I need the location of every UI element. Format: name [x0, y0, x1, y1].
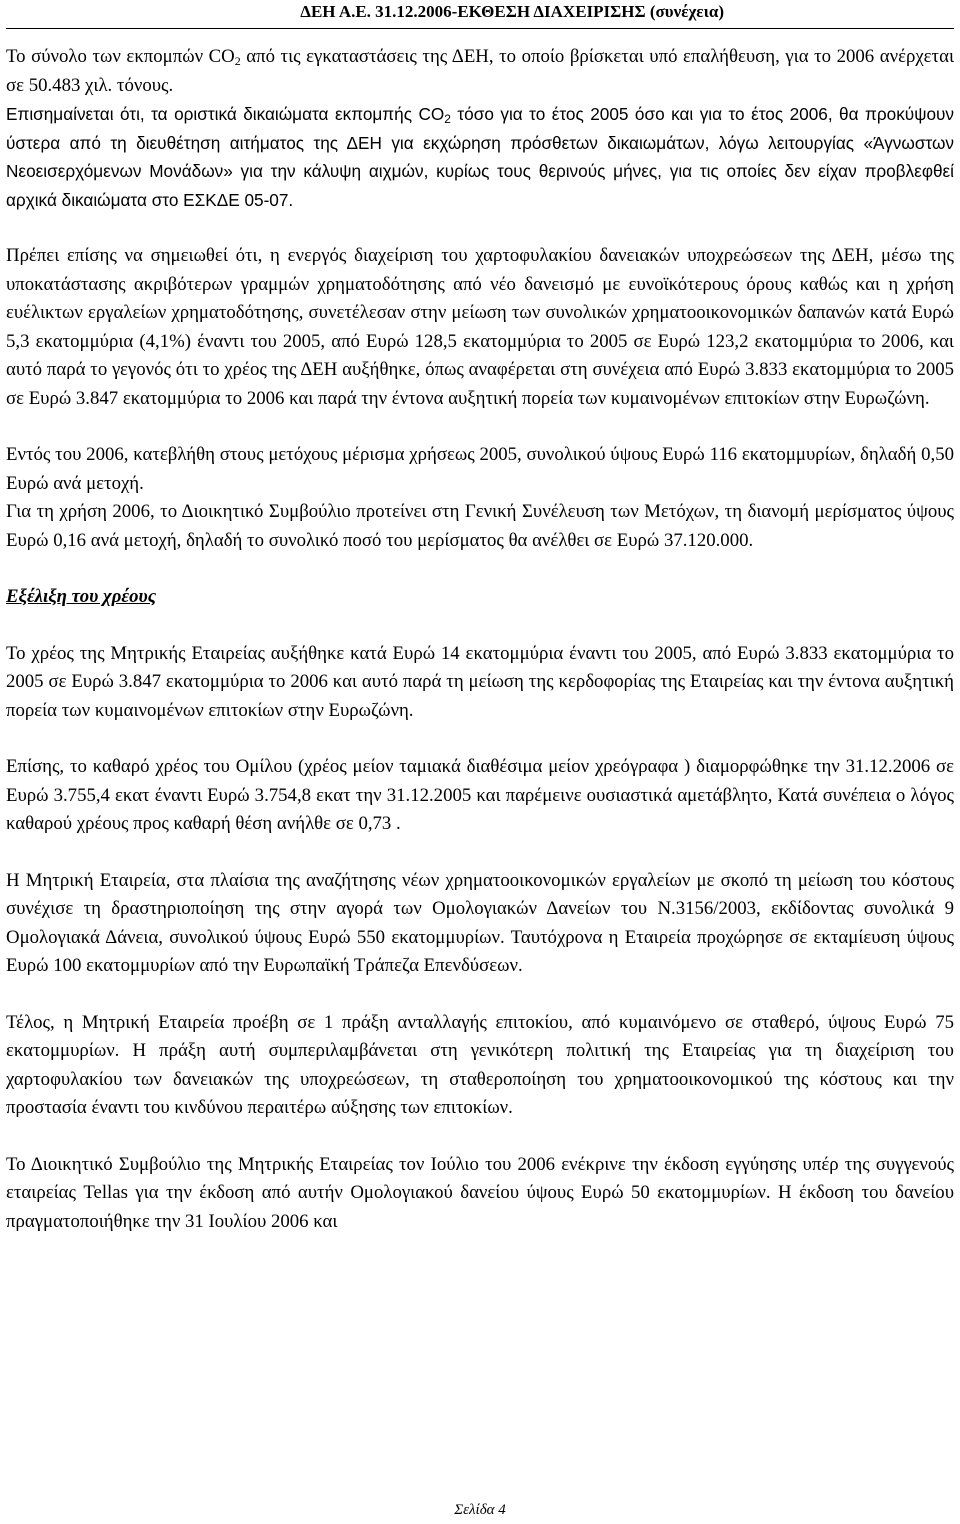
paragraph-emission-rights: Επισημαίνεται ότι, τα οριστικά δικαιώματα εκπομπής $CO_2$ τόσο για το έτος 2005 όσο και για το έτος 2006, θα προκύψουν ύστερα από τη διευθέτηση αιτήματος της ΔΕΗ για εκχώρηση πρόσθετων δικαιωμάτων, λόγω λειτουργίας «Άγνωστων Νεοεισερχόμενων Μονάδων» για την κάλυψη αιχμών, κυρίως τους θερινούς μήνες, για τις οποίες δεν είχαν προβλεφθεί αρχικά δικαιώματα στο ΕΣΚΔΕ 05-07. [6, 104, 954, 210]
paragraph-emissions-total: Το σύνολο των εκπομπών $CO_2$ από τις εγκαταστάσεις της ΔΕΗ, το οποίο βρίσκεται υπό επαλήθευση, για το 2006 ανέρχεται σε 50.483 χιλ. τόνους. [6, 46, 954, 96]
paragraph-dividend-2006: Για τη χρήση 2006, το Διοικητικό Συμβούλιο προτείνει στη Γενική Συνέλευση των Μετόχων, τη διανομή μερίσματος ύψους Ευρώ 0,16 ανά μετοχή, δηλαδή το συνολικό ποσό του μερίσματος θα ανέλθει σε Ευρώ 37.120.000. [6, 501, 954, 551]
paragraph-tellas-guarantee: Το Διοικητικό Συμβούλιο της Μητρικής Εταιρείας τον Ιούλιο του 2006 ενέκρινε την έκδοση εγγύησης υπέρ της συγγενούς εταιρείας Tellas για την έκδοση από αυτήν Ομολογιακού δανείου ύψους Ευρώ 50 εκατομμυρίων. Η έκδοση του δανείου πραγματοποιήθηκε την 31 Ιουλίου 2006 και [6, 1153, 954, 1232]
section-heading-debt: Εξέλιξη του χρέους [6, 586, 157, 607]
paragraph-debt-management: Πρέπει επίσης να σημειωθεί ότι, η ενεργός διαχείριση του χαρτοφυλακίου δανειακών υποχρεώσεων της ΔΕΗ, μέσω της υποκατάστασης ακριβότερων γραμμών χρηματοδότησης από νέο δανεισμό με ευνοϊκότερους όρους καθώς και η χρήση ευέλικτων εργαλείων χρηματοδότησης, συνετέλεσαν στην μείωση των συνολικών χρηματοοικονομικών δαπανών κατά Ευρώ 5,3 εκατομμύρια (4,1%) έναντι του 2005, από Ευρώ 128,5 εκατομμύρια το 2005 σε Ευρώ 123,2 εκατομμύρια το 2006, και αυτό παρά το γεγονός ότι το χρέος της ΔΕΗ αυξήθηκε, όπως αναφέρεται στη συνέχεια από Ευρώ 3.833 εκατομμύρια το 2005 σε Ευρώ 3.847 εκατομμύρια το 2006 και παρά την έντονα αυξητική πορεία των κυμαινομένων επιτοκίων στην Ευρωζώνη. [6, 245, 954, 409]
paragraph-bond-loans: Η Μητρική Εταιρεία, στα πλαίσια της αναζήτησης νέων χρηματοοικονομικών εργαλείων με σκοπό τη μείωση του κόστους συνέχισε τη δραστηριοποίηση της στην αγορά των Ομολογιακών Δανείων του Ν.3156/2003, εκδίδοντας συνολικά 9 Ομολογιακά Δάνεια, συνολικού ύψους Ευρώ 550 εκατομμυρίων. Ταυτόχρονα η Εταιρεία προχώρησε σε εκταμίευση ύψους Ευρώ 100 εκατομμυρίων από την Ευρωπαϊκή Τράπεζα Επενδύσεων. [6, 869, 954, 976]
document-body [6, 43, 954, 1236]
page-header [6, 0, 954, 29]
paragraph-dividend-2005: Εντός του 2006, κατεβλήθη στους μετόχους μέρισμα χρήσεως 2005, συνολικού ύψους Ευρώ 116 εκατομμυρίων, δηλαδή 0,50 Ευρώ ανά μετοχή. [6, 444, 954, 494]
paragraph-net-debt: Επίσης, το καθαρό χρέος του Ομίλου (χρέος μείον ταμιακά διαθέσιμα μείον χρεόγραφα ) διαμορφώθηκε την 31.12.2006 σε Ευρώ 3.755,4 εκατ έναντι Ευρώ 3.754,8 εκατ την 31.12.2005 και παρέμεινε ουσιαστικά αμετάβλητο, Κατά συνέπεια ο λόγος καθαρού χρέους προς καθαρή θέση ανήλθε σε 0,73 . [6, 756, 954, 834]
paragraph-parent-debt: Το χρέος της Μητρικής Εταιρείας αυξήθηκε κατά Ευρώ 14 εκατομμύρια έναντι του 2005, από Ευρώ 3.833 εκατομμύρια το 2005 σε Ευρώ 3.847 εκατομμύρια το 2006 και αυτό παρά τη μείωση της κερδοφορίας της Εταιρείας και την έντονα αυξητική πορεία των κυμαινομένων επιτοκίων στην Ευρωζώνη. [6, 642, 954, 721]
paragraph-interest-swap: Τέλος, η Μητρική Εταιρεία προέβη σε 1 πράξη ανταλλαγής επιτοκίου, από κυμαινόμενο σε σταθερό, ύψους Ευρώ 75 εκατομμυρίων. Η πράξη αυτή συμπεριλαμβάνεται στη γενικότερη πολιτική της Εταιρείας για τη διαχείριση του χαρτοφυλακίου των δανειακών της υποχρεώσεων, τη σταθεροποίηση του χρηματοοικονομικού της κόστους και την προστασία έναντι του κινδύνου περαιτέρω αύξησης των επιτοκίων. [6, 1011, 954, 1118]
page-number: Σελίδα 4 [454, 1502, 506, 1518]
header-title: ΔΕΗ Α.Ε. 31.12.2006-ΕΚΘΕΣΗ ΔΙΑΧΕΙΡΙΣΗΣ (συνέχεια) [300, 2, 724, 21]
